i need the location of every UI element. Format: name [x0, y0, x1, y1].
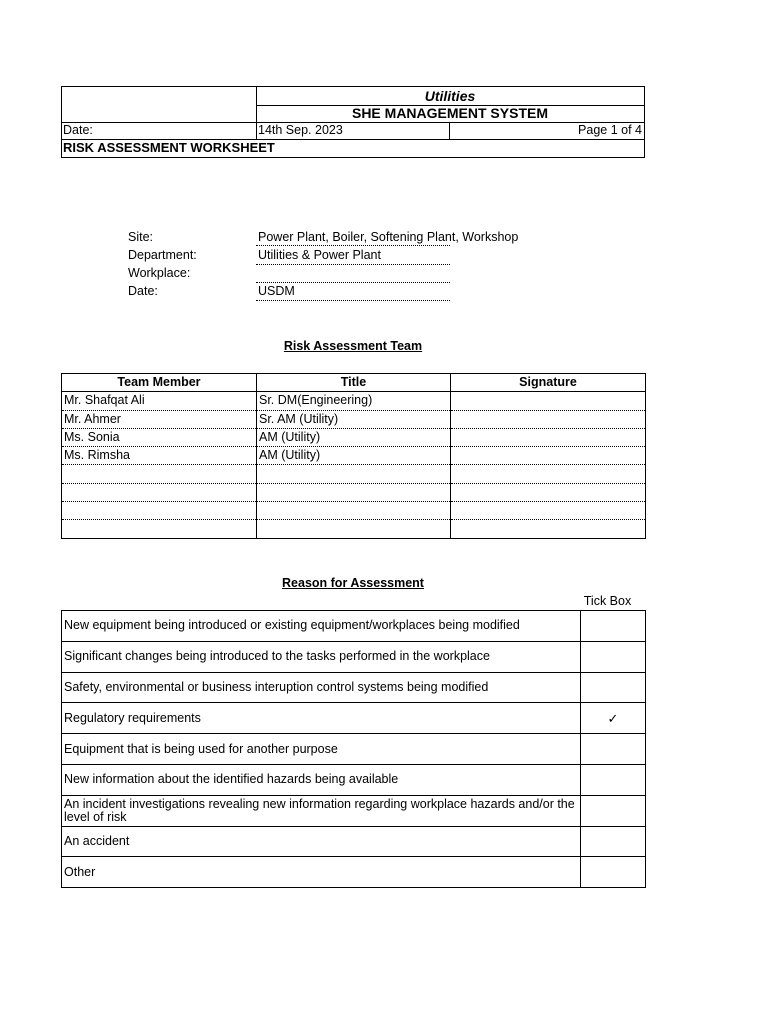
reason-text: Safety, environmental or business interuption control systems being modified — [62, 672, 581, 703]
team-section-title: Risk Assessment Team — [283, 339, 423, 353]
title-cell — [257, 502, 451, 520]
reason-text: Other — [62, 857, 581, 888]
team-member-cell: Ms. Sonia — [62, 428, 257, 446]
table-row — [62, 447, 646, 465]
table-row — [62, 672, 646, 703]
table-row — [62, 410, 646, 428]
signature-cell — [451, 428, 646, 446]
reason-text: Significant changes being introduced to the tasks performed in the workplace — [62, 641, 581, 672]
department-value: Utilities & Power Plant — [258, 248, 381, 262]
table-row — [62, 795, 646, 826]
title-cell: Sr. AM (Utility) — [257, 410, 451, 428]
header-date-value: 14th Sep. 2023 — [258, 123, 343, 137]
reason-text: Regulatory requirements — [62, 703, 581, 734]
team-member-header: Team Member — [62, 374, 257, 392]
title-cell — [257, 520, 451, 538]
table-row — [62, 392, 646, 410]
table-row — [62, 734, 646, 765]
signature-cell — [451, 520, 646, 538]
reason-text: New information about the identified hazards being available — [62, 764, 581, 795]
table-row — [62, 502, 646, 520]
company-name: Utilities — [424, 88, 476, 104]
team-member-cell: Ms. Rimsha — [62, 447, 257, 465]
team-member-cell — [62, 483, 257, 501]
tick-box[interactable] — [581, 641, 646, 672]
table-row — [62, 764, 646, 795]
table-row — [62, 641, 646, 672]
header-divider — [449, 122, 450, 139]
site-label: Site: — [128, 230, 154, 244]
title-header: Title — [257, 374, 451, 392]
title-cell: Sr. DM(Engineering) — [257, 392, 451, 410]
table-row — [62, 483, 646, 501]
signature-cell — [451, 465, 646, 483]
team-member-cell: Mr. Ahmer — [62, 410, 257, 428]
signature-header: Signature — [451, 374, 646, 392]
tick-box[interactable] — [581, 857, 646, 888]
reason-text: An incident investigations revealing new information regarding workplace hazards and/or the level of risk — [62, 795, 581, 826]
signature-cell — [451, 410, 646, 428]
department-label: Department: — [128, 248, 197, 262]
table-row — [62, 703, 646, 734]
info-date-label: Date: — [128, 284, 158, 298]
header-date-label: Date: — [63, 123, 93, 137]
reason-text: Equipment that is being used for another purpose — [62, 734, 581, 765]
title-cell — [257, 483, 451, 501]
team-table — [61, 373, 646, 539]
team-member-cell — [62, 520, 257, 538]
signature-cell — [451, 483, 646, 501]
signature-cell — [451, 502, 646, 520]
signature-cell — [451, 447, 646, 465]
site-value: Power Plant, Boiler, Softening Plant, Workshop — [258, 230, 519, 244]
tick-box[interactable] — [581, 611, 646, 642]
reason-text: New equipment being introduced or existing equipment/workplaces being modified — [62, 611, 581, 642]
table-row — [62, 465, 646, 483]
table-row — [62, 857, 646, 888]
workplace-label: Workplace: — [128, 266, 191, 280]
team-header-row — [62, 374, 646, 392]
signature-cell — [451, 392, 646, 410]
tick-box[interactable] — [581, 672, 646, 703]
page-number: Page 1 of 4 — [578, 123, 642, 137]
reason-table — [61, 610, 646, 888]
department-underline — [256, 264, 450, 265]
title-cell: AM (Utility) — [257, 428, 451, 446]
title-cell: AM (Utility) — [257, 447, 451, 465]
page-title: RISK ASSESSMENT WORKSHEET — [63, 140, 275, 155]
reason-text: An accident — [62, 826, 581, 857]
tick-box[interactable] — [581, 795, 646, 826]
table-row — [62, 826, 646, 857]
tick-box-checked[interactable]: ✓ — [581, 703, 646, 734]
reason-section-title: Reason for Assessment — [282, 576, 424, 590]
tick-box-header: Tick Box — [583, 594, 632, 608]
table-row — [62, 611, 646, 642]
info-date-value: USDM — [258, 284, 295, 298]
team-member-cell — [62, 502, 257, 520]
tick-box[interactable] — [581, 764, 646, 795]
tick-box[interactable] — [581, 734, 646, 765]
table-row — [62, 520, 646, 538]
date-underline — [256, 300, 450, 301]
table-row — [62, 428, 646, 446]
title-cell — [257, 465, 451, 483]
system-title: SHE MANAGEMENT SYSTEM — [351, 105, 548, 121]
team-member-cell: Mr. Shafqat Ali — [62, 392, 257, 410]
team-member-cell — [62, 465, 257, 483]
tick-box[interactable] — [581, 826, 646, 857]
